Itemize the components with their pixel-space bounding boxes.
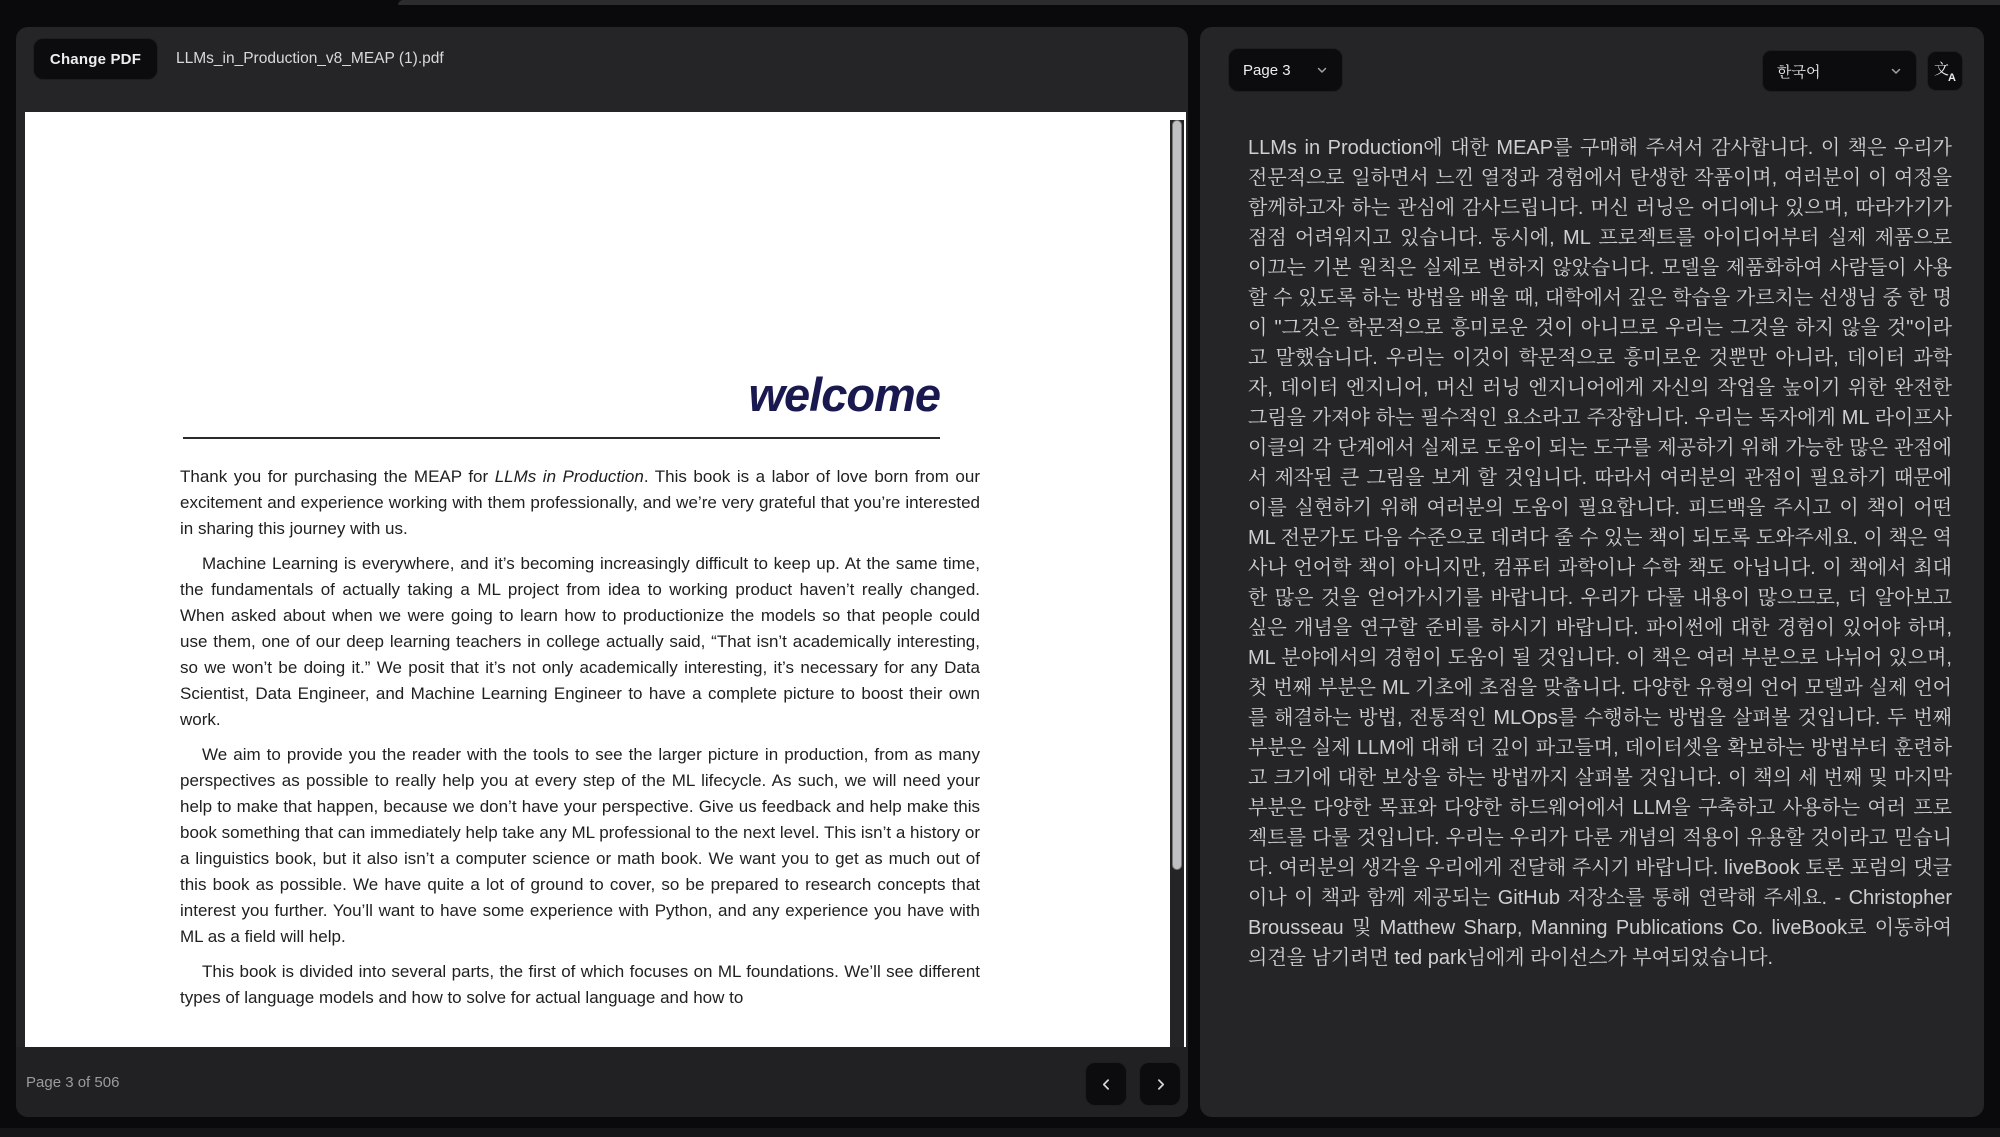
translation-pane <box>1200 27 1984 1117</box>
translate-button[interactable] <box>1927 51 1963 91</box>
window-bottom-edge <box>0 1128 2000 1137</box>
pdf-filename: LLMs_in_Production_v8_MEAP (1).pdf <box>176 50 444 67</box>
translate-icon <box>1934 60 1956 82</box>
chevron-right-icon <box>1154 1078 1167 1091</box>
page-select-dropdown[interactable] <box>1228 48 1343 92</box>
change-pdf-button[interactable]: Change PDF <box>33 38 158 80</box>
paragraph-text: . This book is a labor of love born from our excitement and experience working with them professionally, and we’re very grateful that you’re interested in sharing this journey with us. <box>180 467 980 538</box>
chevron-down-icon <box>1890 65 1902 77</box>
chevron-left-icon <box>1100 1078 1113 1091</box>
pdf-body-text <box>180 464 980 1020</box>
pdf-viewer-pane <box>16 27 1188 1117</box>
pdf-paragraph <box>180 464 980 542</box>
pdf-page-title: welcome <box>748 368 940 421</box>
pdf-pagination-bar <box>16 1047 1188 1117</box>
translate-icon-latin-glyph: A <box>1948 72 1956 84</box>
next-page-button[interactable] <box>1139 1062 1181 1106</box>
previous-page-button[interactable] <box>1085 1062 1127 1106</box>
pdf-paragraph: Machine Learning is everywhere, and it’s becoming increasingly difficult to keep up. At the same time, the fundamentals of actually taking a ML project from idea to working product haven’t really changed. When asked about when we were going to learn how to productionize the models so that people could use them, one of our deep learning teachers in college actually said, “That isn’t academically interesting, so we won’t be doing it.” We posit that it’s not only academically interesting, it’s necessary for any Data Scientist, Data Engineer, and Machine Learning Engineer to have a complete picture to boost their own work. <box>180 554 980 729</box>
pdf-scrollbar-thumb[interactable] <box>1172 120 1182 870</box>
translated-text: LLMs in Production에 대한 MEAP를 구매해 주셔서 감사합니다. 이 책은 우리가 전문적으로 일하면서 느낀 열정과 경험에서 탄생한 작품이며, 여러분이 이 여정을 함께하고자 하는 관심에 감사드립니다. 머신 러닝은 어디에나 있으며, 따라가기가 점점 어려워지고 있습니다. 동시에, ML 프로젝트를 아이디어부터 실제 제품으로 이끄는 기본 원칙은 실제로 변하지 않았습니다. 모델을 제품화하여 사람들이 사용할 수 있도록 하는 방법을 배울 때, 대학에서 깊은 학습을 가르치는 선생님 중 한 명이 "그것은 학문적으로 흥미로운 것이 아니므로 우리는 그것을 하지 않을 것"이라고 말했습니다. 우리는 이것이 학문적으로 흥미로운 것뿐만 아니라, 데이터 과학자, 데이터 엔지니어, 머신 러닝 엔지니어에게 자신의 작업을 높이기 위한 완전한 그림을 가져야 하는 필수적인 요소라고 주장합니다. 우리는 독자에게 ML 라이프사이클의 각 단계에서 실제로 도움이 되는 도구를 제공하기 위해 가능한 많은 관점에서 제작된 큰 그림을 보게 할 것입니다. 따라서 여러분의 관점이 필요하기 때문에 이를 실현하기 위해 여러분의 도움이 필요합니다. 피드백을 주시고 이 책이 어떤 ML 전문가도 다음 수준으로 데려다 줄 수 있는 책이 되도록 도와주세요. 이 책은 역사나 언어학 책이 아니지만, 컴퓨터 과학이나 수학 책도 아닙니다. 이 책에서 최대한 많은 것을 얻어가시기를 바랍니다. 우리가 다룰 내용이 많으므로, 더 알아보고 싶은 개념을 연구할 준비를 하시기 바랍니다. 파이썬에 대한 경험이 있어야 하며, ML 분야에서의 경험이 도움이 될 것입니다. 이 책은 여러 부분으로 나뉘어 있으며, 첫 번째 부분은 ML 기초에 초점을 맞춥니다. 다양한 유형의 언어 모델과 실제 언어를 해결하는 방법, 전통적인 MLOps를 수행하는 방법을 살펴볼 것입니다. 두 번째 부분은 실제 LLM에 대해 더 깊이 파고들며, 데이터셋을 확보하는 방법부터 훈련하고 크기에 대한 보상을 하는 방법까지 살펴볼 것입니다. 이 책의 세 번째 및 마지막 부분은 다양한 목표와 다양한 하드웨어에서 LLM을 구축하고 사용하는 여러 프로젝트를 다룰 것입니다. 우리는 우리가 다룬 개념의 적용이 유용할 것이라고 믿습니다. 여러분의 생각을 우리에게 전달해 주시기 바랍니다. liveBook 토론 포럼의 댓글이나 이 책과 함께 제공되는 GitHub 저장소를 통해 연락해 주세요. - Christopher Brousseau 및 Matthew Sharp, Manning Publications Co. liveBook로 이동하여 의견을 남기려면 ted park님에게 라이선스가 부여되었습니다. <box>1248 137 1952 969</box>
pdf-paragraph: This book is divided into several parts, the first of which focuses on ML foundations. We’ll see different types of language models and how to solve for actual language and how to <box>180 962 980 1007</box>
language-select-value: 한국어 <box>1777 63 1821 81</box>
chevron-down-icon <box>1316 64 1328 76</box>
book-title-italic: LLMs in Production <box>494 467 644 486</box>
pdf-title-rule <box>183 437 940 439</box>
translate-icon-cjk-glyph: 文 <box>1934 61 1950 78</box>
browser-tab-edge <box>398 0 2000 5</box>
paragraph-text: Thank you for purchasing the MEAP for <box>180 467 495 486</box>
page-status: Page 3 of 506 <box>26 1073 120 1091</box>
pdf-page <box>25 112 1186 1047</box>
language-select-dropdown[interactable] <box>1762 50 1917 92</box>
page-select-value: Page 3 <box>1243 61 1291 79</box>
pdf-paragraph: We aim to provide you the reader with the tools to see the larger picture in production, from as many perspectives as possible to really help you at every step of the ML lifecycle. As such, we will need your help to make that happen, because we don’t have your perspective. Give us feedback and help make this book something that can immediately help take any ML professional to the next level. This isn’t a history or a linguistics book, but it also isn’t a computer science or math book. We want you to get as much out of this book as possible. We have quite a lot of ground to cover, so be prepared to research concepts that interest you further. You’ll want to have some experience with Python, and any experience you have with ML as a field will help. <box>180 745 980 946</box>
